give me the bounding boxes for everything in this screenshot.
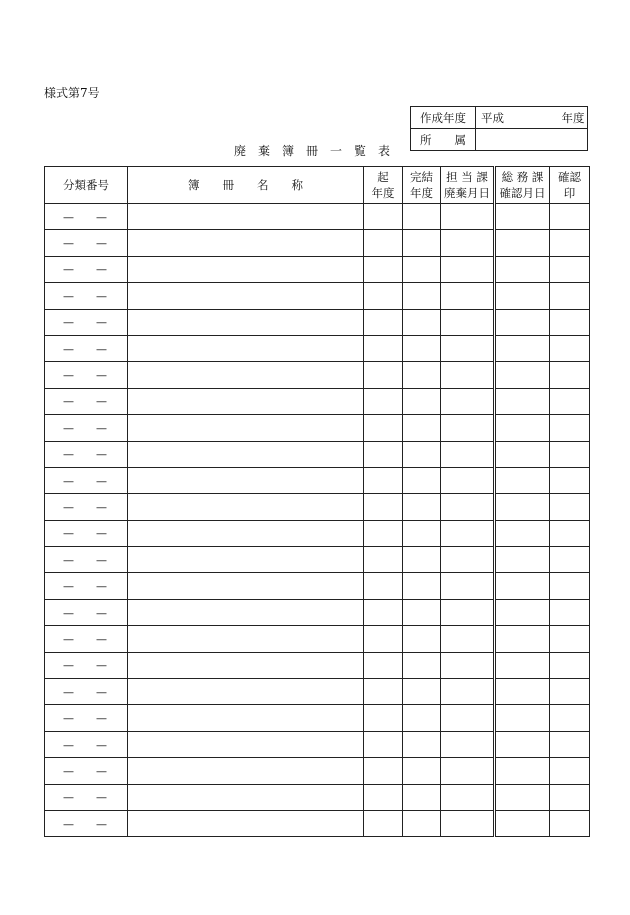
classification-cell: — — <box>45 204 128 230</box>
seal-cell[interactable] <box>550 388 590 414</box>
confirm-date-cell[interactable] <box>495 362 550 388</box>
table-row <box>45 256 590 282</box>
seal-cell[interactable] <box>550 810 590 836</box>
disposal-date-cell[interactable] <box>441 230 495 256</box>
end-year-cell[interactable] <box>403 362 441 388</box>
seal-cell[interactable] <box>550 256 590 282</box>
disposal-date-cell[interactable] <box>441 362 495 388</box>
end-year-cell[interactable] <box>403 573 441 599</box>
dept-label: 所 属 <box>411 129 476 151</box>
ledger-name-cell[interactable] <box>128 731 364 757</box>
year-field[interactable]: 平成 年度 <box>476 107 588 129</box>
ledger-name-cell[interactable] <box>128 758 364 784</box>
table-row <box>45 283 590 309</box>
header-ledger-name: 簿 冊 名 称 <box>128 167 364 204</box>
classification-cell: — — <box>45 652 128 678</box>
ledger-name-cell[interactable] <box>128 256 364 282</box>
disposal-date-cell[interactable] <box>441 758 495 784</box>
confirm-date-cell[interactable] <box>495 520 550 546</box>
page-title: 廃 棄 簿 冊 一 覧 表 <box>234 144 391 158</box>
end-year-cell[interactable] <box>403 415 441 441</box>
header-disposal-date: 担 当 課 廃棄月日 <box>441 167 495 204</box>
start-year-cell[interactable] <box>364 256 403 282</box>
confirm-date-cell[interactable] <box>495 388 550 414</box>
disposal-date-cell[interactable] <box>441 283 495 309</box>
disposal-date-cell[interactable] <box>441 705 495 731</box>
disposal-date-cell[interactable] <box>441 547 495 573</box>
end-year-cell[interactable] <box>403 520 441 546</box>
end-year-cell[interactable] <box>403 758 441 784</box>
header-end-year: 完結 年度 <box>403 167 441 204</box>
classification-cell: — — <box>45 705 128 731</box>
ledger-name-cell[interactable] <box>128 652 364 678</box>
disposal-date-cell[interactable] <box>441 309 495 335</box>
table-row <box>45 599 590 625</box>
confirm-date-cell[interactable] <box>495 784 550 810</box>
seal-cell[interactable] <box>550 573 590 599</box>
classification-cell: — — <box>45 626 128 652</box>
start-year-cell[interactable] <box>364 362 403 388</box>
table-row <box>45 784 590 810</box>
seal-cell[interactable] <box>550 230 590 256</box>
end-year-cell[interactable] <box>403 309 441 335</box>
start-year-cell[interactable] <box>364 679 403 705</box>
disposal-date-cell[interactable] <box>441 494 495 520</box>
start-year-cell[interactable] <box>364 204 403 230</box>
classification-cell: — — <box>45 230 128 256</box>
end-year-cell[interactable] <box>403 230 441 256</box>
confirm-date-cell[interactable] <box>495 256 550 282</box>
table-header-row <box>45 167 590 204</box>
seal-cell[interactable] <box>550 415 590 441</box>
ledger-name-cell[interactable] <box>128 388 364 414</box>
ledger-name-cell[interactable] <box>128 362 364 388</box>
confirm-date-cell[interactable] <box>495 309 550 335</box>
table-row <box>45 520 590 546</box>
end-year-cell[interactable] <box>403 204 441 230</box>
ledger-name-cell[interactable] <box>128 230 364 256</box>
disposal-date-cell[interactable] <box>441 652 495 678</box>
classification-cell: — — <box>45 441 128 467</box>
ledger-name-cell[interactable] <box>128 283 364 309</box>
end-year-cell[interactable] <box>403 547 441 573</box>
end-year-cell[interactable] <box>403 810 441 836</box>
header-seal: 確認 印 <box>550 167 590 204</box>
ledger-name-cell[interactable] <box>128 705 364 731</box>
end-year-cell[interactable] <box>403 494 441 520</box>
form-number: 様式第7号 <box>44 86 100 100</box>
confirm-date-cell[interactable] <box>495 626 550 652</box>
disposal-date-cell[interactable] <box>441 573 495 599</box>
confirm-date-cell[interactable] <box>495 204 550 230</box>
confirm-date-cell[interactable] <box>495 494 550 520</box>
classification-cell: — — <box>45 758 128 784</box>
disposal-date-cell[interactable] <box>441 520 495 546</box>
start-year-cell[interactable] <box>364 652 403 678</box>
end-year-cell[interactable] <box>403 467 441 493</box>
end-year-cell[interactable] <box>403 335 441 361</box>
classification-cell: — — <box>45 599 128 625</box>
start-year-cell[interactable] <box>364 626 403 652</box>
seal-cell[interactable] <box>550 679 590 705</box>
classification-cell: — — <box>45 679 128 705</box>
confirm-date-cell[interactable] <box>495 573 550 599</box>
end-year-cell[interactable] <box>403 705 441 731</box>
classification-cell: — — <box>45 520 128 546</box>
confirm-date-cell[interactable] <box>495 283 550 309</box>
confirm-date-cell[interactable] <box>495 599 550 625</box>
table-row <box>45 230 590 256</box>
dept-field[interactable] <box>476 129 588 151</box>
ledger-name-cell[interactable] <box>128 467 364 493</box>
disposal-date-cell[interactable] <box>441 388 495 414</box>
end-year-cell[interactable] <box>403 256 441 282</box>
classification-cell: — — <box>45 810 128 836</box>
table-row <box>45 573 590 599</box>
disposal-date-cell[interactable] <box>441 467 495 493</box>
seal-cell[interactable] <box>550 731 590 757</box>
end-year-cell[interactable] <box>403 626 441 652</box>
year-label: 作成年度 <box>411 107 476 129</box>
ledger-name-cell[interactable] <box>128 810 364 836</box>
ledger-name-cell[interactable] <box>128 441 364 467</box>
classification-cell: — — <box>45 784 128 810</box>
ledger-name-cell[interactable] <box>128 309 364 335</box>
meta-row-year <box>411 107 588 129</box>
ledger-name-cell[interactable] <box>128 573 364 599</box>
confirm-date-cell[interactable] <box>495 547 550 573</box>
confirm-date-cell[interactable] <box>495 335 550 361</box>
classification-cell: — — <box>45 415 128 441</box>
confirm-date-cell[interactable] <box>495 415 550 441</box>
end-year-cell[interactable] <box>403 388 441 414</box>
start-year-cell[interactable] <box>364 599 403 625</box>
classification-cell: — — <box>45 388 128 414</box>
end-year-cell[interactable] <box>403 784 441 810</box>
end-year-cell[interactable] <box>403 652 441 678</box>
end-year-cell[interactable] <box>403 679 441 705</box>
disposal-date-cell[interactable] <box>441 731 495 757</box>
seal-cell[interactable] <box>550 758 590 784</box>
disposal-date-cell[interactable] <box>441 784 495 810</box>
table-row <box>45 652 590 678</box>
header-classification: 分類番号 <box>45 167 128 204</box>
seal-cell[interactable] <box>550 520 590 546</box>
classification-cell: — — <box>45 731 128 757</box>
classification-cell: — — <box>45 256 128 282</box>
start-year-cell[interactable] <box>364 230 403 256</box>
seal-cell[interactable] <box>550 599 590 625</box>
ledger-name-cell[interactable] <box>128 520 364 546</box>
classification-cell: — — <box>45 283 128 309</box>
table-row <box>45 626 590 652</box>
end-year-cell[interactable] <box>403 441 441 467</box>
disposal-date-cell[interactable] <box>441 626 495 652</box>
disposal-date-cell[interactable] <box>441 335 495 361</box>
start-year-cell[interactable] <box>364 467 403 493</box>
table-row <box>45 547 590 573</box>
start-year-cell[interactable] <box>364 494 403 520</box>
disposal-date-cell[interactable] <box>441 415 495 441</box>
header-start-year: 起 年度 <box>364 167 403 204</box>
ledger-name-cell[interactable] <box>128 335 364 361</box>
header-confirm-date: 総 務 課 確認月日 <box>495 167 550 204</box>
confirm-date-cell[interactable] <box>495 731 550 757</box>
table-row <box>45 705 590 731</box>
seal-cell[interactable] <box>550 204 590 230</box>
seal-cell[interactable] <box>550 362 590 388</box>
classification-cell: — — <box>45 467 128 493</box>
table-row <box>45 758 590 784</box>
ledger-name-cell[interactable] <box>128 547 364 573</box>
ledger-name-cell[interactable] <box>128 415 364 441</box>
start-year-cell[interactable] <box>364 441 403 467</box>
ledger-name-cell[interactable] <box>128 599 364 625</box>
end-year-cell[interactable] <box>403 599 441 625</box>
start-year-cell[interactable] <box>364 810 403 836</box>
classification-cell: — — <box>45 309 128 335</box>
seal-cell[interactable] <box>550 309 590 335</box>
seal-cell[interactable] <box>550 705 590 731</box>
ledger-name-cell[interactable] <box>128 494 364 520</box>
table-row <box>45 679 590 705</box>
confirm-date-cell[interactable] <box>495 679 550 705</box>
table-row <box>45 731 590 757</box>
disposal-date-cell[interactable] <box>441 679 495 705</box>
classification-cell: — — <box>45 547 128 573</box>
table-row <box>45 204 590 230</box>
start-year-cell[interactable] <box>364 784 403 810</box>
classification-cell: — — <box>45 335 128 361</box>
ledger-name-cell[interactable] <box>128 679 364 705</box>
start-year-cell[interactable] <box>364 758 403 784</box>
disposal-date-cell[interactable] <box>441 204 495 230</box>
classification-cell: — — <box>45 573 128 599</box>
ledger-name-cell[interactable] <box>128 784 364 810</box>
start-year-cell[interactable] <box>364 520 403 546</box>
end-year-cell[interactable] <box>403 283 441 309</box>
confirm-date-cell[interactable] <box>495 441 550 467</box>
table-row <box>45 309 590 335</box>
start-year-cell[interactable] <box>364 705 403 731</box>
start-year-cell[interactable] <box>364 388 403 414</box>
disposal-date-cell[interactable] <box>441 441 495 467</box>
seal-cell[interactable] <box>550 784 590 810</box>
table-row <box>45 388 590 414</box>
classification-cell: — — <box>45 362 128 388</box>
table-row <box>45 441 590 467</box>
ledger-name-cell[interactable] <box>128 626 364 652</box>
seal-cell[interactable] <box>550 335 590 361</box>
table-row <box>45 810 590 836</box>
table-row <box>45 415 590 441</box>
disposal-date-cell[interactable] <box>441 599 495 625</box>
disposal-ledger-table <box>44 166 590 837</box>
classification-cell: — — <box>45 494 128 520</box>
seal-cell[interactable] <box>550 467 590 493</box>
confirm-date-cell[interactable] <box>495 652 550 678</box>
seal-cell[interactable] <box>550 494 590 520</box>
table-row <box>45 362 590 388</box>
start-year-cell[interactable] <box>364 731 403 757</box>
seal-cell[interactable] <box>550 626 590 652</box>
seal-cell[interactable] <box>550 547 590 573</box>
meta-row-dept <box>411 129 588 151</box>
disposal-date-cell[interactable] <box>441 810 495 836</box>
table-row <box>45 335 590 361</box>
confirm-date-cell[interactable] <box>495 467 550 493</box>
start-year-cell[interactable] <box>364 283 403 309</box>
seal-cell[interactable] <box>550 283 590 309</box>
disposal-date-cell[interactable] <box>441 256 495 282</box>
confirm-date-cell[interactable] <box>495 230 550 256</box>
meta-table <box>410 106 588 151</box>
confirm-date-cell[interactable] <box>495 810 550 836</box>
confirm-date-cell[interactable] <box>495 705 550 731</box>
confirm-date-cell[interactable] <box>495 758 550 784</box>
table-row <box>45 467 590 493</box>
start-year-cell[interactable] <box>364 547 403 573</box>
start-year-cell[interactable] <box>364 335 403 361</box>
table-row <box>45 494 590 520</box>
start-year-cell[interactable] <box>364 573 403 599</box>
ledger-name-cell[interactable] <box>128 204 364 230</box>
start-year-cell[interactable] <box>364 309 403 335</box>
seal-cell[interactable] <box>550 441 590 467</box>
seal-cell[interactable] <box>550 652 590 678</box>
start-year-cell[interactable] <box>364 415 403 441</box>
end-year-cell[interactable] <box>403 731 441 757</box>
